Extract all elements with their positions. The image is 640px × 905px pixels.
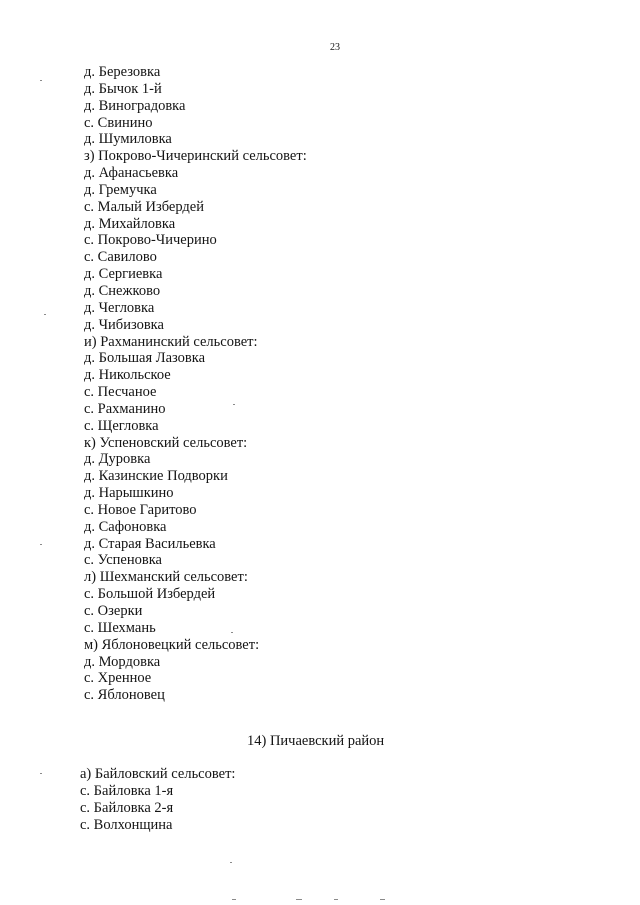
list-item: д. Большая Лазовка xyxy=(84,350,206,367)
list-item: с. Свинино xyxy=(84,114,153,131)
scan-speck xyxy=(40,544,42,545)
settlement-list-part2 xyxy=(80,766,235,834)
scan-speck xyxy=(233,404,235,405)
list-item: с. Хренное xyxy=(84,670,152,687)
list-item: к) Успеновский сельсовет: xyxy=(84,434,248,451)
list-item: с. Байловка 2-я xyxy=(80,800,174,816)
scan-speck xyxy=(380,899,385,900)
list-item: д. Афанасьевка xyxy=(84,165,179,182)
list-item: д. Снежково xyxy=(84,282,161,299)
list-item: д. Никольское xyxy=(84,367,171,384)
scan-speck xyxy=(334,899,338,900)
list-item: л) Шехманский сельсовет: xyxy=(84,569,248,586)
list-item: с. Большой Избердей xyxy=(84,586,216,603)
settlement-list-part1 xyxy=(84,64,307,704)
list-item: д. Нарышкино xyxy=(84,485,174,502)
list-item: д. Березовка xyxy=(84,64,161,80)
list-item: м) Яблоновецкий сельсовет: xyxy=(84,636,260,653)
list-item: с. Яблоновец xyxy=(84,687,165,704)
list-item: д. Сафоновка xyxy=(84,518,167,535)
list-item: д. Казинские Подворки xyxy=(84,468,228,485)
list-item: д. Шумиловка xyxy=(84,131,172,148)
list-item: с. Малый Избердей xyxy=(84,198,204,215)
list-item: с. Рахманино xyxy=(84,400,166,417)
scan-speck xyxy=(40,773,42,774)
scan-speck xyxy=(40,80,42,81)
list-item: а) Байловский сельсовет: xyxy=(80,766,236,782)
list-item: д. Старая Васильевка xyxy=(84,535,216,552)
list-item: д. Чегловка xyxy=(84,299,155,316)
scan-speck xyxy=(44,314,46,315)
scan-speck xyxy=(230,862,232,863)
list-item: с. Щегловка xyxy=(84,417,159,434)
scan-speck xyxy=(231,632,233,633)
list-item: с. Озерки xyxy=(84,603,143,619)
list-item: д. Дуровка xyxy=(84,451,151,468)
list-item: з) Покрово-Чичеринский сельсовет: xyxy=(84,148,307,165)
page-number: 23 xyxy=(330,42,340,53)
list-item: и) Рахманинский сельсовет: xyxy=(84,333,258,350)
scan-speck xyxy=(296,899,302,900)
list-item: с. Покрово-Чичерино xyxy=(84,232,217,249)
list-item: д. Виноградовка xyxy=(84,97,186,114)
list-item: с. Шехмань xyxy=(84,619,156,636)
list-item: с. Савилово xyxy=(84,249,157,266)
list-item: д. Бычок 1-й xyxy=(84,80,162,97)
list-item: д. Чибизовка xyxy=(84,316,164,333)
list-item: с. Волхонщина xyxy=(80,817,173,833)
scan-speck xyxy=(232,899,236,900)
list-item: д. Михайловка xyxy=(84,215,176,232)
list-item: д. Мордовка xyxy=(84,653,161,670)
district-heading: 14) Пичаевский район xyxy=(247,733,385,749)
list-item: с. Успеновка xyxy=(84,552,162,569)
list-item: д. Сергиевка xyxy=(84,266,163,283)
list-item: с. Байловка 1-я xyxy=(80,783,174,799)
list-item: с. Новое Гаритово xyxy=(84,501,197,518)
list-item: с. Песчаное xyxy=(84,384,157,401)
list-item: д. Гремучка xyxy=(84,181,157,198)
